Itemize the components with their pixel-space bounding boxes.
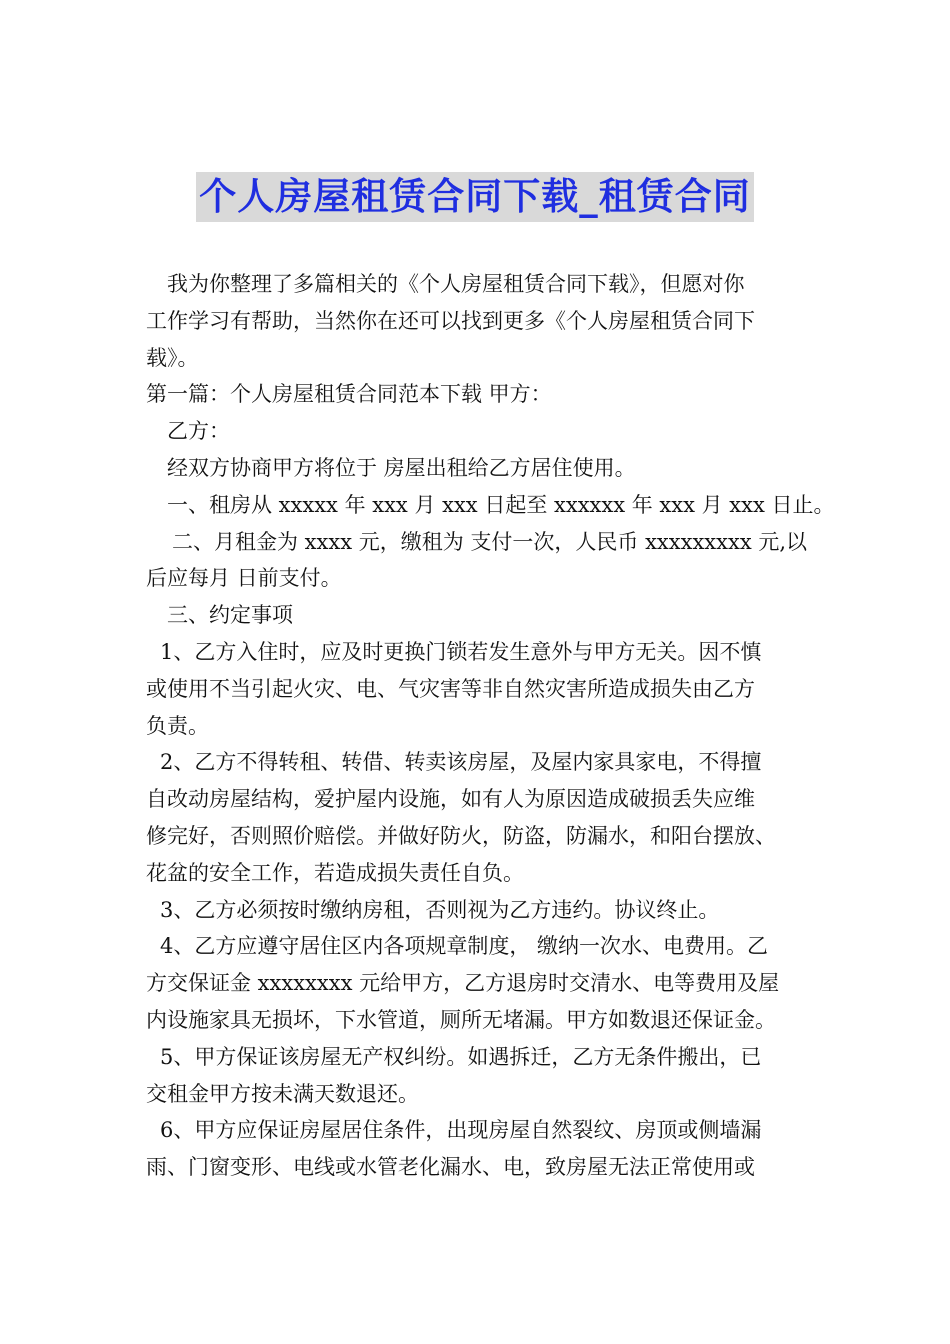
text-line: 载》。 (146, 345, 199, 370)
text-line: 方交保证金 xxxxxxxx 元给甲方，乙方退房时交清水、电等费用及屋 (146, 971, 780, 996)
text-line: 经双方协商甲方将位于 房屋出租给乙方居住使用。 (167, 455, 636, 480)
text-line: 2、乙方不得转租、转借、转卖该房屋，及屋内家具家电，不得擅 (160, 750, 762, 775)
text-line: 乙方： (167, 419, 230, 444)
text-line: 后应每月 日前支付。 (146, 566, 342, 591)
text-line: 或使用不当引起火灾、电、气灾害等非自然灾害所造成损失由乙方 (146, 676, 755, 701)
text-line: 交租金甲方按未满天数退还。 (146, 1081, 419, 1106)
text-line: 一、租房从 xxxxx 年 xxx 月 xxx 日起至 xxxxxx 年 xxx 月 xxx 日止。 (167, 492, 835, 517)
text-line: 二、月租金为 xxxx 元，缴租为 支付一次，人民币 xxxxxxxxx 元,以 (172, 529, 808, 554)
text-line: 我为你整理了多篇相关的《个人房屋租赁合同下载》，但愿对你 (167, 272, 745, 296)
text-line: 工作学习有帮助，当然你在还可以找到更多《个人房屋租赁合同下 (146, 308, 755, 333)
text-line: 1、乙方入住时，应及时更换门锁若发生意外与甲方无关。因不慎 (160, 639, 762, 664)
text-line: 花盆的安全工作，若造成损失责任自负。 (146, 860, 524, 885)
document-body (146, 266, 835, 1186)
text-line: 3、乙方必须按时缴纳房租，否则视为乙方违约。协议终止。 (160, 897, 720, 922)
text-line: 三、约定事项 (167, 603, 293, 628)
text-line: 负责。 (146, 713, 209, 738)
text-line: 修完好，否则照价赔偿。并做好防火，防盗，防漏水，和阳台摆放、 (146, 823, 776, 848)
text-line: 第一篇：个人房屋租赁合同范本下载 甲方： (146, 382, 552, 407)
title-wrapper (0, 172, 950, 222)
text-line: 雨、门窗变形、电线或水管老化漏水、电，致房屋无法正常使用或 (146, 1155, 755, 1180)
text-line: 内设施家具无损坏，下水管道，厕所无堵漏。甲方如数退还保证金。 (146, 1007, 776, 1032)
text-line: 自改动房屋结构，爱护屋内设施，如有人为原因造成破损丢失应维 (146, 787, 755, 812)
text-line: 5、甲方保证该房屋无产权纠纷。如遇拆迁，乙方无条件搬出，已 (160, 1044, 762, 1069)
text-line: 4、乙方应遵守居住区内各项规章制度， 缴纳一次水、电费用。乙 (160, 934, 769, 959)
document-title: 个人房屋租赁合同下载_租赁合同 (196, 172, 754, 222)
text-line: 6、甲方应保证房屋居住条件，出现房屋自然裂纹、房顶或侧墙漏 (160, 1118, 762, 1143)
